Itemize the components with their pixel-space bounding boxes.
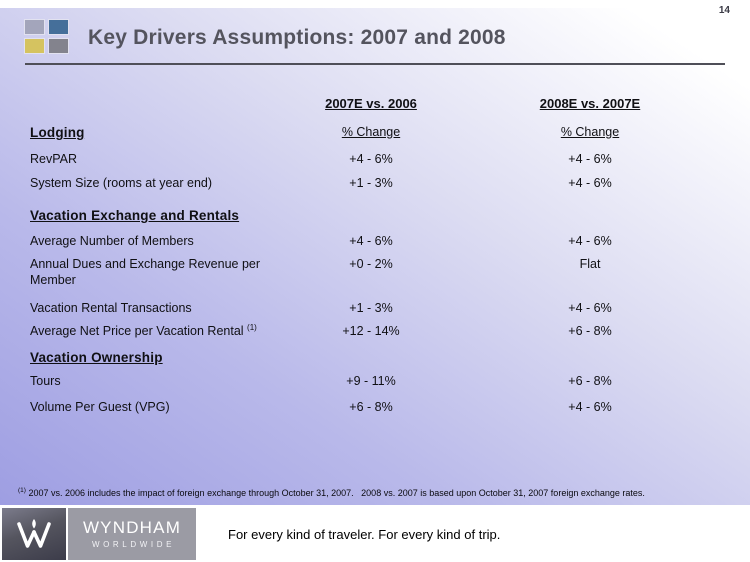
table-row-system-size xyxy=(30,175,710,191)
row-value-2007: +1 - 3% xyxy=(349,301,393,315)
section-heading-row xyxy=(30,207,710,224)
row-label: Annual Dues and Exchange Revenue per Member xyxy=(30,257,261,287)
table-subheader-row xyxy=(30,124,710,141)
row-value-2007: +12 - 14% xyxy=(342,324,400,338)
section-heading-vacation-ownership: Vacation Ownership xyxy=(30,350,163,365)
deco-square-yellow xyxy=(24,38,45,54)
table-row-annual-dues xyxy=(30,256,710,288)
row-value-2007: +1 - 3% xyxy=(349,176,393,190)
logo-primary-text: WYNDHAM xyxy=(82,518,182,537)
row-label: Tours xyxy=(30,374,61,388)
column-header-2008: 2008E vs. 2007E xyxy=(539,96,641,111)
table-row-net-price xyxy=(30,323,710,339)
page-number: 14 xyxy=(718,5,730,16)
footer xyxy=(0,505,750,562)
column-header-2007: 2007E vs. 2006 xyxy=(325,96,417,111)
row-value-2007: +0 - 2% xyxy=(349,257,393,271)
row-label: RevPAR xyxy=(30,152,78,166)
table-row-vpg xyxy=(30,399,710,415)
row-value-2008: +4 - 6% xyxy=(568,176,612,190)
row-value-2008: +6 - 8% xyxy=(568,324,612,338)
row-label: Average Net Price per Vacation Rental $^{(1)}$ xyxy=(30,322,257,338)
row-value-2008: Flat xyxy=(579,257,601,271)
row-value-2008: +4 - 6% xyxy=(568,400,612,414)
row-label: System Size (rooms at year end) xyxy=(30,176,213,190)
assumptions-table xyxy=(30,96,710,415)
table-row-members xyxy=(30,233,710,249)
footer-tagline: For every kind of traveler. For every kind of trip. xyxy=(228,527,501,542)
row-value-2007: +6 - 8% xyxy=(349,400,393,414)
section-heading-vacation-exchange: Vacation Exchange and Rentals xyxy=(30,208,240,223)
page-title: Key Drivers Assumptions: 2007 and 2008 xyxy=(88,26,506,49)
footnote-text: 2007 vs. 2006 includes the impact of foreign exchange through October 31, 2007. 2008 vs. 2007 is based upon October 31, 2007 foreign exchange rates. xyxy=(25,488,645,498)
section-heading-row xyxy=(30,349,710,366)
table-row-tours xyxy=(30,373,710,389)
deco-square-gray-blue xyxy=(24,19,45,35)
slide-logo-squares-icon xyxy=(24,19,69,54)
table-header-row xyxy=(30,96,710,112)
row-value-2007: +9 - 11% xyxy=(346,374,396,388)
subheader-pct-change-2007: % Change xyxy=(341,125,401,139)
wyndham-logo-mark xyxy=(2,508,66,560)
deco-square-gray xyxy=(48,38,69,54)
row-value-2008: +4 - 6% xyxy=(568,301,612,315)
footnote-marker: (1) xyxy=(18,487,26,494)
subheader-pct-change-2008: % Change xyxy=(560,125,620,139)
row-value-2008: +6 - 8% xyxy=(568,374,612,388)
title-divider xyxy=(25,63,725,65)
row-label: Volume Per Guest (VPG) xyxy=(30,400,170,414)
wyndham-logo-wordmark xyxy=(68,508,196,560)
footnote xyxy=(18,487,738,498)
row-value-2007: +4 - 6% xyxy=(349,152,393,166)
row-label: Vacation Rental Transactions xyxy=(30,301,192,315)
wyndham-w-icon xyxy=(14,517,54,551)
row-value-2008: +4 - 6% xyxy=(568,152,612,166)
logo-secondary-text: WORLDWIDE xyxy=(91,540,176,549)
deco-square-blue xyxy=(48,19,69,35)
table-row-revpar xyxy=(30,151,710,167)
footnote-reference: (1) xyxy=(247,322,257,332)
row-value-2007: +4 - 6% xyxy=(349,234,393,248)
table-row-rental-transactions xyxy=(30,300,710,316)
row-value-2008: +4 - 6% xyxy=(568,234,612,248)
row-label: Average Number of Members xyxy=(30,234,194,248)
section-heading-lodging: Lodging xyxy=(30,125,85,140)
